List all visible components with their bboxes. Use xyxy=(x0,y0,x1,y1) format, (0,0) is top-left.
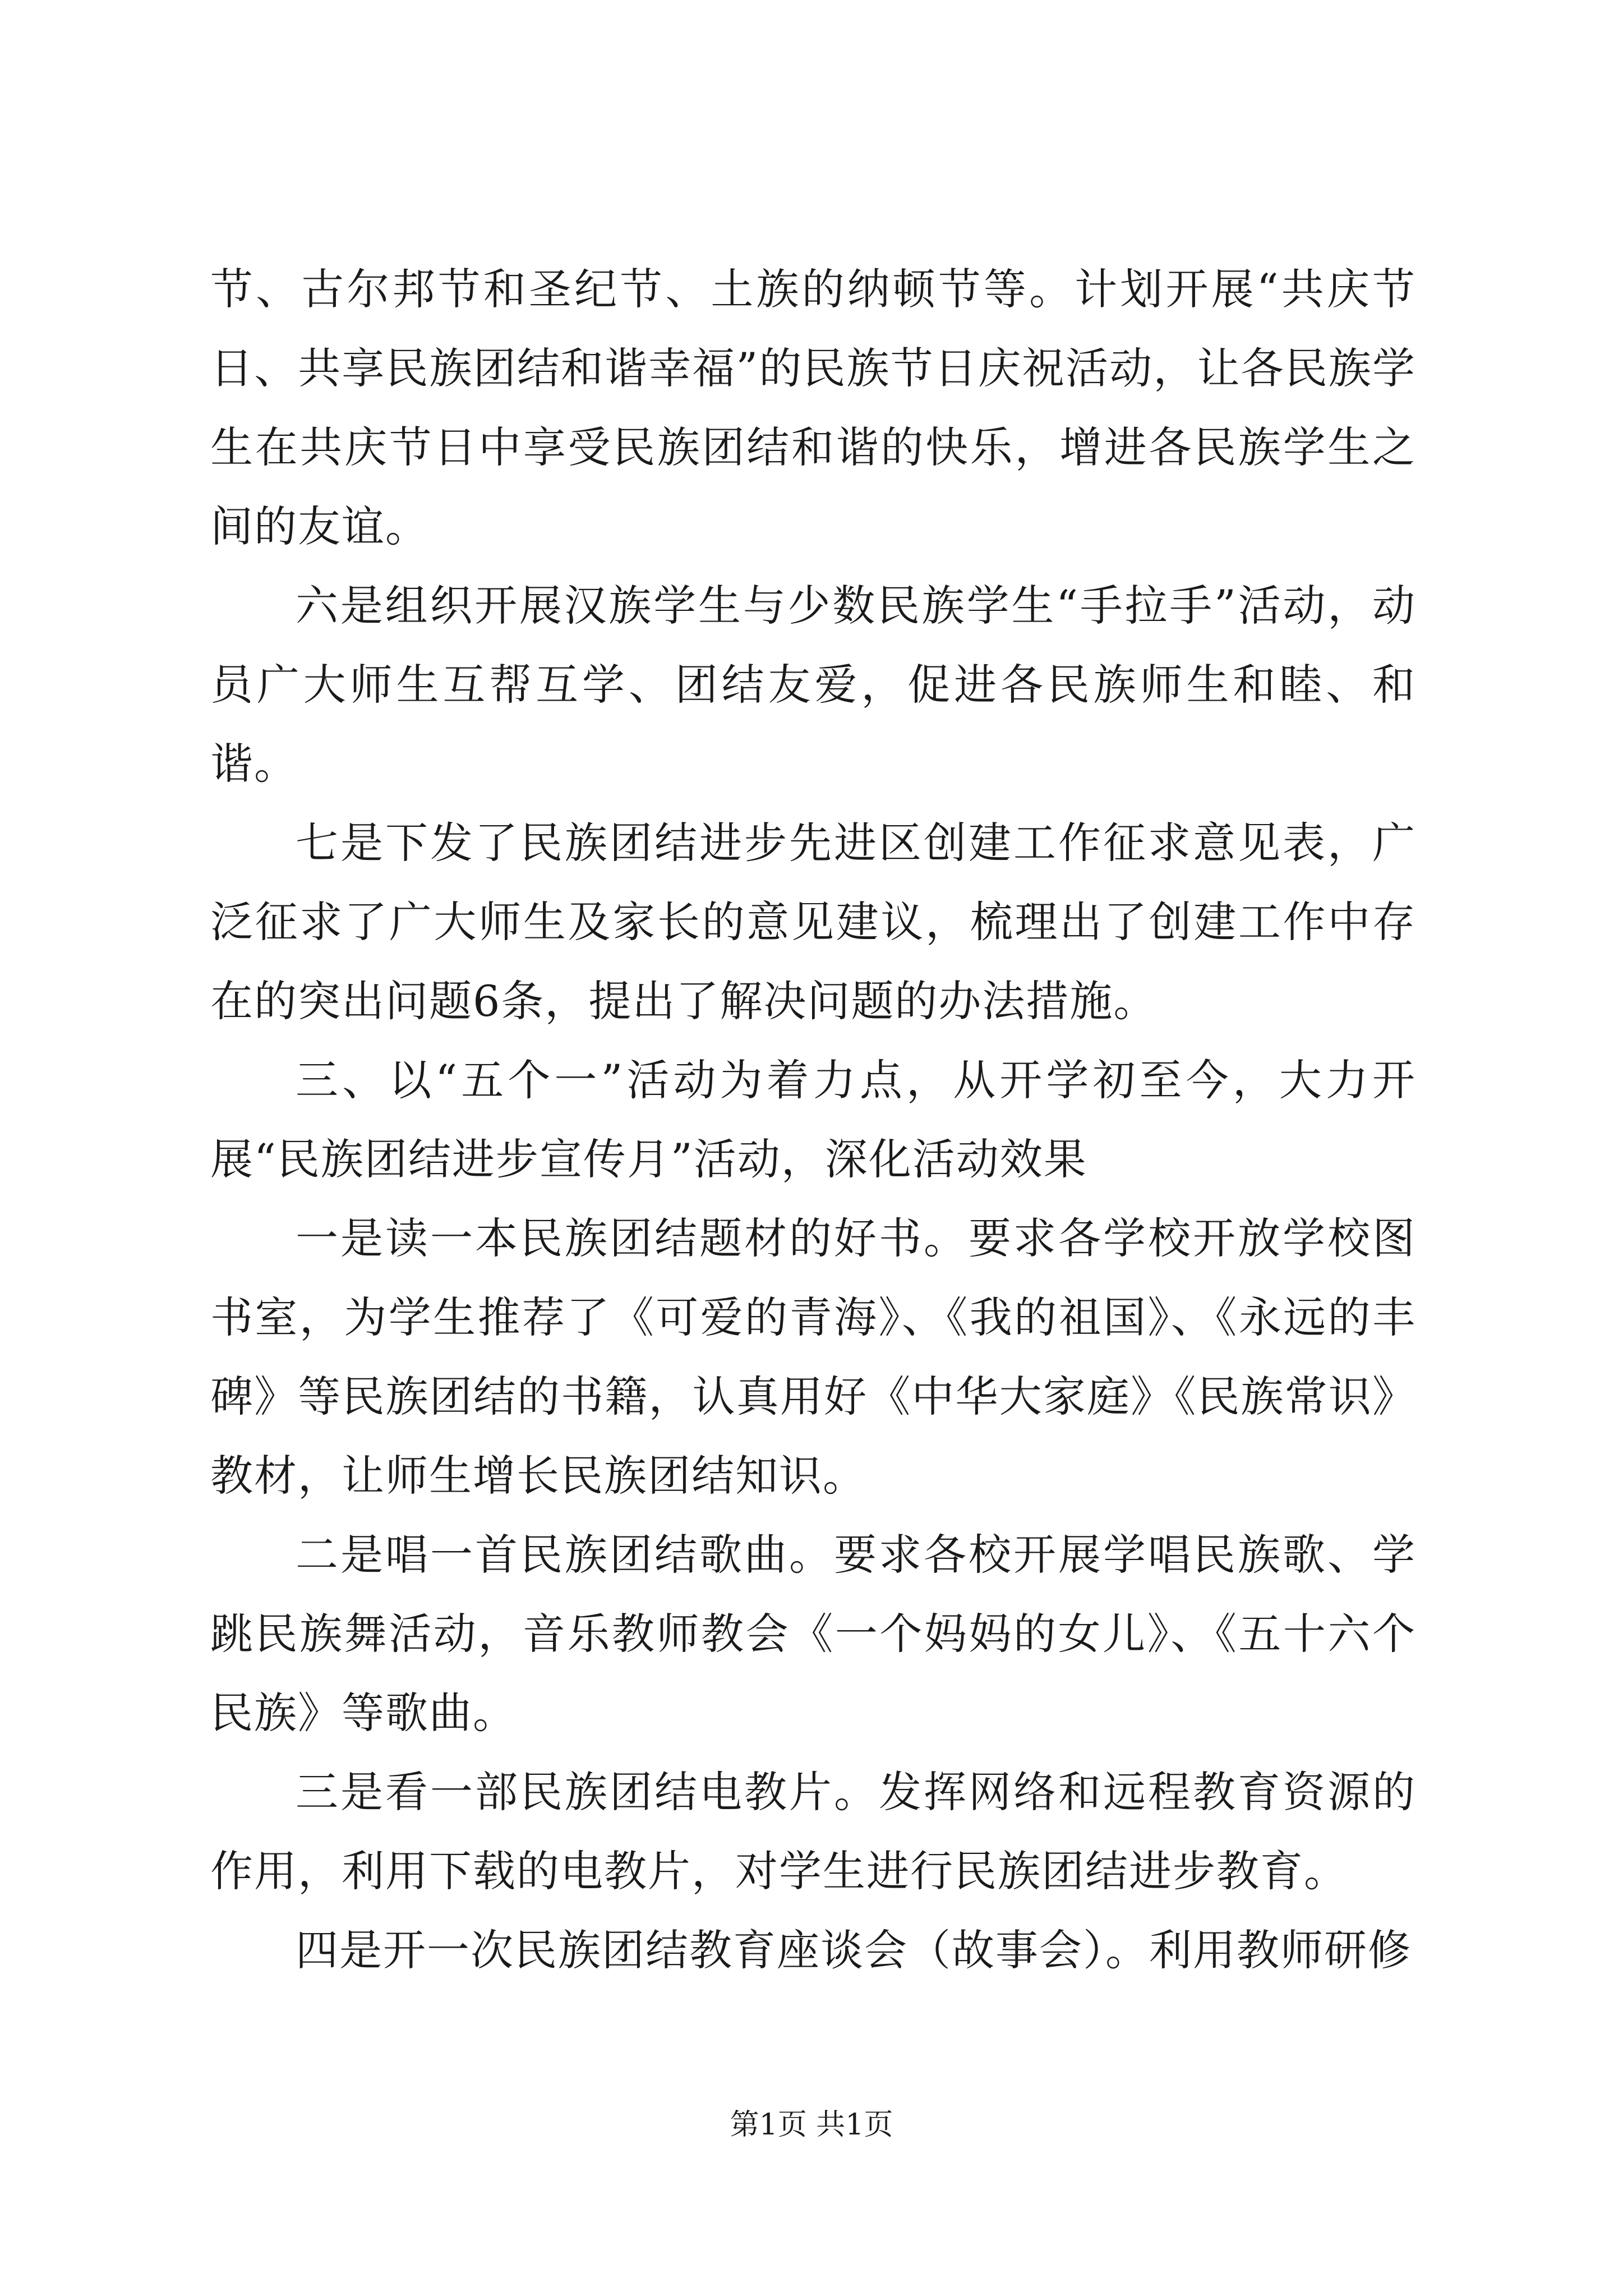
paragraph-item-seven: 七是下发了民族团结进步先进区创建工作征求意见表，广泛征求了广大师生及家长的意见建议，梳理出了创建工作中存在的突出问题6条，提出了解决问题的办法措施。 xyxy=(210,818,1416,1026)
paragraph-item-six: 六是组织开展汉族学生与少数民族学生“手拉手”活动，动员广大师生互帮互学、团结友爱，促进各民族师生和睦、和谐。 xyxy=(210,581,1416,789)
page-footer: 第1页 共1页 xyxy=(730,2108,893,2142)
paragraph-item-two: 二是唱一首民族团结歌曲。要求各校开展学唱民族歌、学跳民族舞活动，音乐教师教会《一个妈妈的女儿》、《五十六个民族》等歌曲。 xyxy=(210,1530,1416,1738)
section-heading-three: 三、以“五个一”活动为着力点，从开学初至今，大力开展“民族团结进步宣传月”活动，深化活动效果 xyxy=(210,1055,1416,1184)
paragraph-item-three: 三是看一部民族团结电教片。发挥网络和远程教育资源的作用，利用下载的电教片，对学生进行民族团结进步教育。 xyxy=(210,1767,1416,1896)
paragraph-item-four: 四是开一次民族团结教育座谈会（故事会）。利用教师研修 xyxy=(296,1925,1412,1975)
paragraph-item-one: 一是读一本民族团结题材的好书。要求各学校开放学校图书室，为学生推荐了《可爱的青海》、《我的祖国》、《永远的丰碑》等民族团结的书籍，认真用好《中华大家庭》《民族常识》教材，让师生增长民族团结知识。 xyxy=(210,1213,1416,1501)
paragraph-continuation: 节、古尔邦节和圣纪节、土族的纳顿节等。计划开展“共庆节日、共享民族团结和谐幸福”的民族节日庆祝活动，让各民族学生在共庆节日中享受民族团结和谐的快乐，增进各民族学生之间的友谊。 xyxy=(210,264,1416,551)
document-body xyxy=(210,250,1416,1990)
